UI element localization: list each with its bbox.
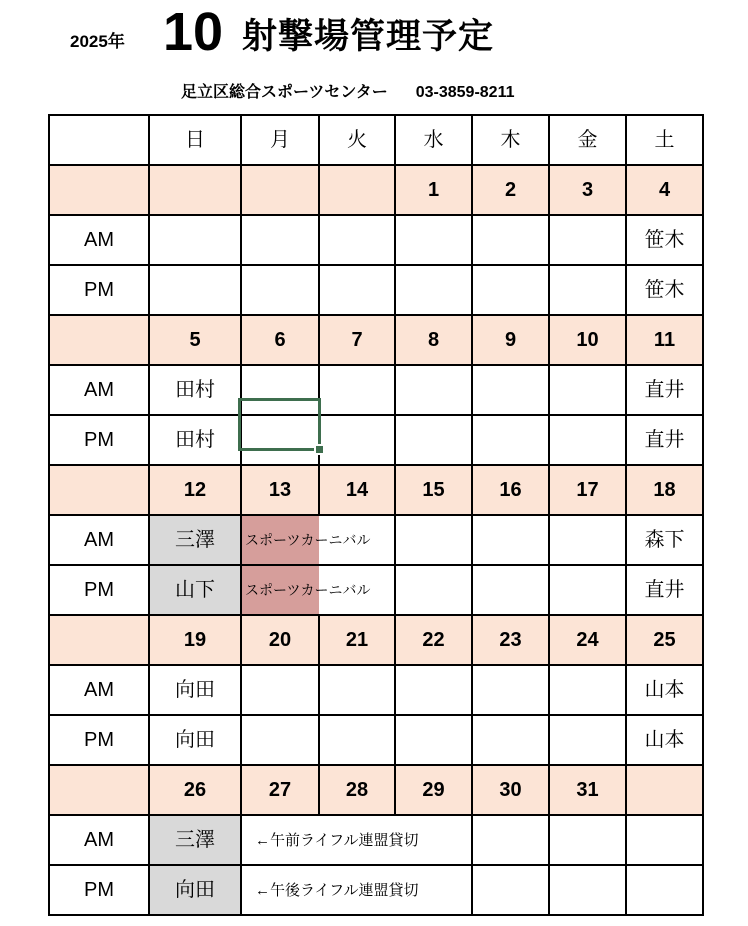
pm-row: [49, 715, 703, 765]
date-cell[interactable]: 28: [319, 765, 395, 815]
schedule-cell[interactable]: [319, 265, 395, 315]
date-row: [49, 615, 703, 665]
schedule-cell[interactable]: [549, 715, 626, 765]
schedule-cell[interactable]: [319, 415, 395, 465]
year-label: 2025年: [70, 32, 125, 51]
schedule-cell[interactable]: [395, 415, 472, 465]
schedule-cell[interactable]: [472, 515, 549, 565]
staff-cell-gray[interactable]: 山下: [149, 565, 241, 615]
day-header-cell[interactable]: 土: [626, 115, 703, 165]
staff-cell[interactable]: 直井: [626, 565, 703, 615]
schedule-cell[interactable]: [549, 415, 626, 465]
date-cell[interactable]: 12: [149, 465, 241, 515]
date-cell[interactable]: 6: [241, 315, 319, 365]
staff-cell[interactable]: 田村: [149, 365, 241, 415]
date-cell[interactable]: 11: [626, 315, 703, 365]
ampm-label-cell[interactable]: AM: [49, 215, 149, 265]
schedule-cell[interactable]: [549, 515, 626, 565]
schedule-cell[interactable]: [472, 265, 549, 315]
date-cell[interactable]: 30: [472, 765, 549, 815]
staff-cell[interactable]: 笹木: [626, 265, 703, 315]
date-cell[interactable]: 5: [149, 315, 241, 365]
staff-cell[interactable]: 向田: [149, 715, 241, 765]
day-header-cell[interactable]: 木: [472, 115, 549, 165]
schedule-cell[interactable]: [319, 715, 395, 765]
schedule-cell[interactable]: [549, 365, 626, 415]
ampm-label-cell[interactable]: AM: [49, 365, 149, 415]
date-cell[interactable]: 15: [395, 465, 472, 515]
date-cell[interactable]: 27: [241, 765, 319, 815]
schedule-cell[interactable]: [395, 665, 472, 715]
rental-note-cell[interactable]: ←午後ライフル連盟貸切: [241, 865, 472, 915]
ampm-label-cell[interactable]: AM: [49, 815, 149, 865]
date-cell[interactable]: 19: [149, 615, 241, 665]
facility-name: 足立区総合スポーツセンター: [181, 84, 388, 101]
date-cell[interactable]: 14: [319, 465, 395, 515]
schedule-cell[interactable]: [319, 215, 395, 265]
staff-cell[interactable]: 田村: [149, 415, 241, 465]
day-header-cell[interactable]: 火: [319, 115, 395, 165]
date-cell[interactable]: 25: [626, 615, 703, 665]
schedule-cell[interactable]: [549, 265, 626, 315]
staff-cell-gray[interactable]: 三澤: [149, 515, 241, 565]
pm-row: [49, 415, 703, 465]
date-cell[interactable]: 10: [549, 315, 626, 365]
staff-cell[interactable]: 森下: [626, 515, 703, 565]
am-row: [49, 515, 703, 565]
day-header-row: [49, 115, 703, 165]
day-header-cell[interactable]: 水: [395, 115, 472, 165]
schedule-cell[interactable]: [395, 365, 472, 415]
schedule-cell[interactable]: [241, 365, 319, 415]
staff-cell[interactable]: 直井: [626, 365, 703, 415]
schedule-cell[interactable]: [472, 415, 549, 465]
schedule-cell[interactable]: [319, 365, 395, 415]
date-cell[interactable]: 13: [241, 465, 319, 515]
date-cell[interactable]: 23: [472, 615, 549, 665]
schedule-cell[interactable]: [472, 365, 549, 415]
date-cell[interactable]: [49, 615, 149, 665]
schedule-cell[interactable]: [395, 215, 472, 265]
month-number: 10: [163, 2, 224, 62]
date-cell[interactable]: 1: [395, 165, 472, 215]
ampm-label-cell[interactable]: AM: [49, 515, 149, 565]
ampm-label-cell[interactable]: PM: [49, 865, 149, 915]
date-cell[interactable]: [49, 765, 149, 815]
schedule-cell[interactable]: [626, 815, 703, 865]
date-cell[interactable]: 8: [395, 315, 472, 365]
date-cell[interactable]: 7: [319, 315, 395, 365]
date-cell[interactable]: [149, 165, 241, 215]
date-cell[interactable]: [241, 165, 319, 215]
date-cell[interactable]: [49, 465, 149, 515]
date-cell[interactable]: [319, 165, 395, 215]
date-cell[interactable]: [626, 765, 703, 815]
staff-cell-gray[interactable]: 三澤: [149, 815, 241, 865]
staff-cell[interactable]: 笹木: [626, 215, 703, 265]
pm-row: [49, 865, 703, 915]
date-row: [49, 165, 703, 215]
rental-note-cell[interactable]: ←午前ライフル連盟貸切: [241, 815, 472, 865]
day-header-cell[interactable]: 金: [549, 115, 626, 165]
am-row: [49, 665, 703, 715]
page-title: 射撃場管理予定: [242, 17, 495, 56]
staff-cell[interactable]: 山本: [626, 715, 703, 765]
ampm-label-cell[interactable]: PM: [49, 565, 149, 615]
day-header-cell[interactable]: 日: [149, 115, 241, 165]
date-cell[interactable]: 17: [549, 465, 626, 515]
corner-cell[interactable]: [49, 115, 149, 165]
date-cell[interactable]: 9: [472, 315, 549, 365]
schedule-cell[interactable]: [149, 265, 241, 315]
date-cell[interactable]: 3: [549, 165, 626, 215]
date-cell[interactable]: 29: [395, 765, 472, 815]
schedule-cell[interactable]: [319, 665, 395, 715]
carnival-event-cell[interactable]: スポーツカーニバル: [241, 565, 395, 615]
ampm-label-cell[interactable]: AM: [49, 665, 149, 715]
schedule-cell[interactable]: [395, 265, 472, 315]
schedule-cell[interactable]: [549, 815, 626, 865]
ampm-label-cell[interactable]: PM: [49, 265, 149, 315]
date-cell[interactable]: 16: [472, 465, 549, 515]
schedule-cell[interactable]: [549, 665, 626, 715]
date-row: [49, 465, 703, 515]
selected-cell[interactable]: [241, 415, 319, 465]
date-cell[interactable]: 2: [472, 165, 549, 215]
schedule-cell[interactable]: [472, 715, 549, 765]
schedule-cell[interactable]: [241, 715, 319, 765]
date-cell[interactable]: [49, 165, 149, 215]
schedule-cell[interactable]: [549, 565, 626, 615]
date-row: [49, 765, 703, 815]
schedule-cell[interactable]: [395, 715, 472, 765]
schedule-cell[interactable]: [149, 215, 241, 265]
date-cell[interactable]: 24: [549, 615, 626, 665]
pm-row: [49, 265, 703, 315]
staff-cell[interactable]: 向田: [149, 665, 241, 715]
day-header-cell[interactable]: 月: [241, 115, 319, 165]
schedule-cell[interactable]: [626, 865, 703, 915]
phone-number: 03-3859-8211: [415, 84, 515, 101]
schedule-cell[interactable]: [472, 665, 549, 715]
ampm-label-cell[interactable]: PM: [49, 715, 149, 765]
schedule-cell[interactable]: [549, 215, 626, 265]
schedule-cell[interactable]: [549, 865, 626, 915]
am-row: [49, 365, 703, 415]
date-cell[interactable]: [49, 315, 149, 365]
schedule-cell[interactable]: [472, 565, 549, 615]
schedule-cell[interactable]: [241, 215, 319, 265]
date-row: [49, 315, 703, 365]
date-cell[interactable]: 4: [626, 165, 703, 215]
staff-cell-gray[interactable]: 向田: [149, 865, 241, 915]
staff-cell[interactable]: 直井: [626, 415, 703, 465]
subtitle: [181, 83, 515, 102]
date-cell[interactable]: 26: [149, 765, 241, 815]
schedule-cell[interactable]: [395, 515, 472, 565]
date-cell[interactable]: 21: [319, 615, 395, 665]
schedule-cell[interactable]: [472, 215, 549, 265]
staff-cell[interactable]: 山本: [626, 665, 703, 715]
schedule-cell[interactable]: [241, 665, 319, 715]
schedule-cell[interactable]: [241, 265, 319, 315]
schedule-table: [48, 114, 704, 916]
date-cell[interactable]: 31: [549, 765, 626, 815]
am-row: [49, 815, 703, 865]
ampm-label-cell[interactable]: PM: [49, 415, 149, 465]
schedule-cell[interactable]: [395, 565, 472, 615]
am-row: [49, 215, 703, 265]
schedule-cell[interactable]: [472, 815, 549, 865]
fill-handle[interactable]: [314, 444, 325, 455]
date-cell[interactable]: 18: [626, 465, 703, 515]
date-cell[interactable]: 22: [395, 615, 472, 665]
carnival-event-cell[interactable]: スポーツカーニバル: [241, 515, 395, 565]
date-cell[interactable]: 20: [241, 615, 319, 665]
schedule-cell[interactable]: [472, 865, 549, 915]
pm-row: [49, 565, 703, 615]
